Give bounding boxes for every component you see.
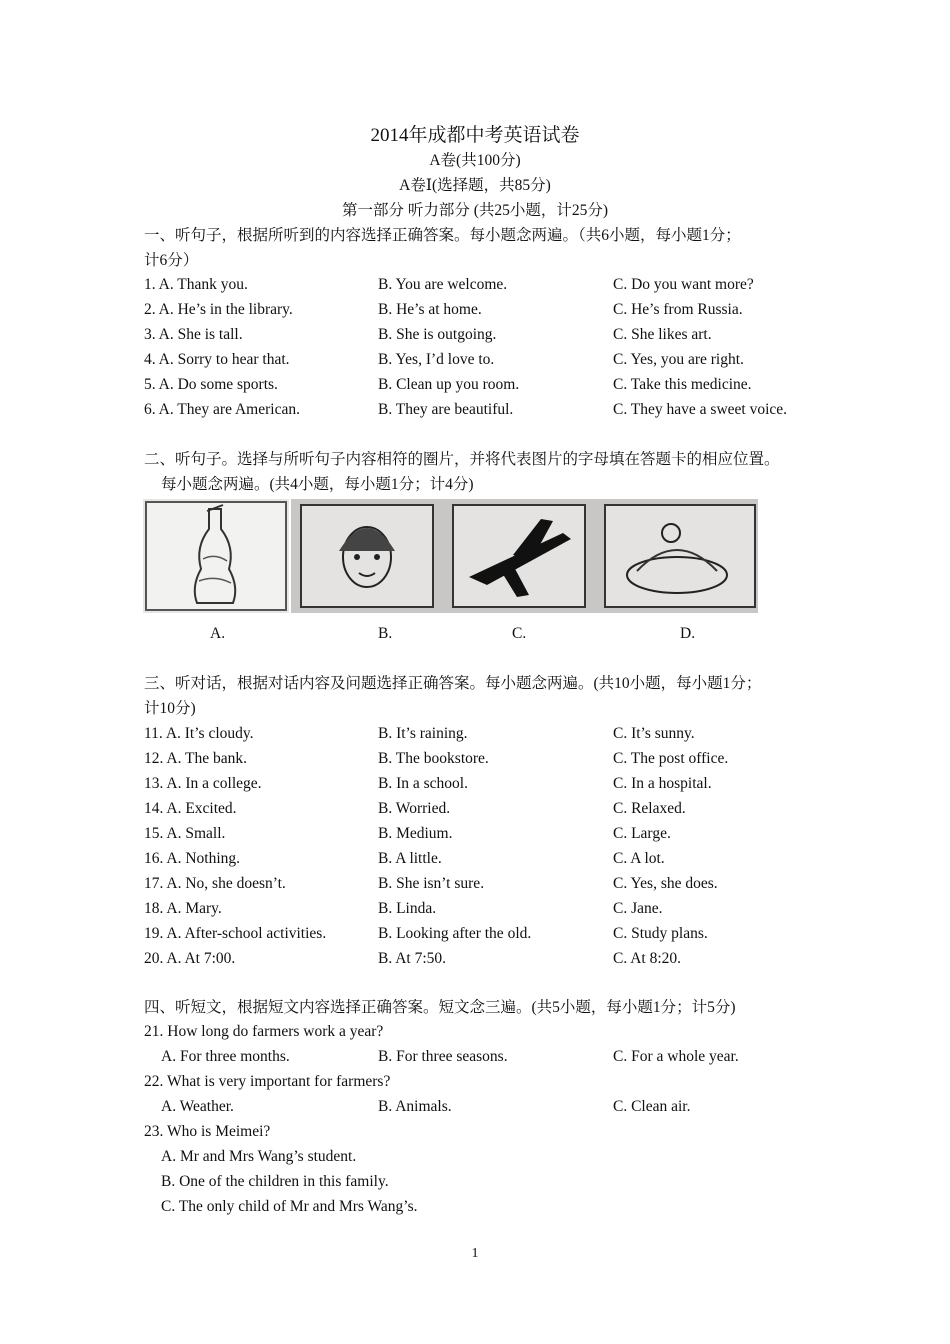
picture-letter-d: D. <box>680 625 696 642</box>
question-row <box>0 374 950 396</box>
option-c: C. Yes, she does. <box>613 875 718 892</box>
option-b: B. A little. <box>378 850 442 867</box>
question-23: 23. Who is Meimei? <box>144 1123 271 1140</box>
option-c: C. They have a sweet voice. <box>613 401 788 418</box>
paper-a-part1-subtitle: A卷Ⅰ(选择题，共85分) <box>399 177 551 194</box>
option-b: B. He’s at home. <box>378 301 482 318</box>
question-row <box>0 399 950 421</box>
option-row <box>0 1146 950 1168</box>
option-a: 12. A. The bank. <box>144 750 248 767</box>
option-c: C. Take this medicine. <box>613 376 752 393</box>
question-row <box>0 948 950 970</box>
question-row <box>0 898 950 920</box>
section4-instruction: 四、听短文，根据短文内容选择正确答案。短文念三遍。(共5小题，每小题1分；计5分) <box>144 999 736 1016</box>
question-row <box>0 748 950 770</box>
page-title: 2014年成都中考英语试卷 <box>370 125 580 146</box>
question-row <box>0 324 950 346</box>
option-a: 17. A. No, she doesn’t. <box>144 875 286 892</box>
question-stem <box>0 1071 950 1093</box>
option-b: B. The bookstore. <box>378 750 489 767</box>
option-b: B. Worried. <box>378 800 451 817</box>
option-c: C. He’s from Russia. <box>613 301 743 318</box>
question-row <box>0 349 950 371</box>
question-stem <box>0 1021 950 1043</box>
question-row <box>0 1096 950 1118</box>
option-b: B. Animals. <box>378 1098 452 1115</box>
option-b: B. At 7:50. <box>378 950 447 967</box>
option-row <box>0 1196 950 1218</box>
option-a: 5. A. Do some sports. <box>144 376 278 393</box>
option-a: 1. A. Thank you. <box>144 276 248 293</box>
option-a: A. Weather. <box>161 1098 234 1115</box>
option-a: 4. A. Sorry to hear that. <box>144 351 290 368</box>
option-a: 14. A. Excited. <box>144 800 237 817</box>
picture-letter-b: B. <box>378 625 393 642</box>
question-row <box>0 723 950 745</box>
option-a: A. For three months. <box>161 1048 290 1065</box>
option-a: 15. A. Small. <box>144 825 226 842</box>
section2-instruction-cont: 每小题念两遍。(共4小题，每小题1分；计4分) <box>161 476 474 493</box>
option-c: C. The post office. <box>613 750 729 767</box>
question-row <box>0 923 950 945</box>
page-number: 1 <box>471 1246 479 1261</box>
option-a: A. Mr and Mrs Wang’s student. <box>161 1148 357 1165</box>
question-row <box>0 773 950 795</box>
question-row <box>0 823 950 845</box>
question-row <box>0 299 950 321</box>
question-stem <box>0 1121 950 1143</box>
section1-instruction-cont: 计6分） <box>144 252 199 269</box>
option-b: B. Clean up you room. <box>378 376 520 393</box>
option-a: 6. A. They are American. <box>144 401 300 418</box>
option-b: B. Yes, I’d love to. <box>378 351 495 368</box>
option-a: 20. A. At 7:00. <box>144 950 236 967</box>
option-c: C. Large. <box>613 825 671 842</box>
listening-part-heading: 第一部分 听力部分 (共25小题，计25分) <box>341 202 609 219</box>
question-21: 21. How long do farmers work a year? <box>144 1023 384 1040</box>
option-b: B. You are welcome. <box>378 276 508 293</box>
option-a: 11. A. It’s cloudy. <box>144 725 254 742</box>
option-c: C. Yes, you are right. <box>613 351 744 368</box>
option-c: C. In a hospital. <box>613 775 712 792</box>
picture-letter-a: A. <box>210 625 226 642</box>
option-a: 18. A. Mary. <box>144 900 222 917</box>
option-c: C. It’s sunny. <box>613 725 695 742</box>
option-b: B. Looking after the old. <box>378 925 532 942</box>
option-b: B. She is outgoing. <box>378 326 497 343</box>
picture-letter-c: C. <box>512 625 527 642</box>
option-b: B. They are beautiful. <box>378 401 514 418</box>
option-a: 3. A. She is tall. <box>144 326 243 343</box>
question-row <box>0 873 950 895</box>
option-c: C. She likes art. <box>613 326 712 343</box>
option-a: 16. A. Nothing. <box>144 850 241 867</box>
option-b: B. Medium. <box>378 825 453 842</box>
option-b: B. One of the children in this family. <box>161 1173 389 1190</box>
option-c: C. At 8:20. <box>613 950 682 967</box>
picture-strip <box>143 499 758 615</box>
question-row <box>0 1046 950 1068</box>
picture-row-art <box>291 499 758 613</box>
section2-instruction: 二、听句子。选择与所听句子内容相符的圈片，并将代表图片的字母填在答题卡的相应位置。 <box>144 451 780 468</box>
section3-instruction-cont: 计10分) <box>144 700 196 717</box>
picture-row-bcd <box>291 499 758 613</box>
option-c: C. A lot. <box>613 850 665 867</box>
option-c: C. Clean air. <box>613 1098 691 1115</box>
option-c: C. For a whole year. <box>613 1048 739 1065</box>
question-row <box>0 274 950 296</box>
option-b: B. For three seasons. <box>378 1048 508 1065</box>
option-a: 19. A. After-school activities. <box>144 925 327 942</box>
option-b: B. She isn’t sure. <box>378 875 485 892</box>
paper-a-subtitle: A卷(共100分) <box>429 152 521 169</box>
option-c: C. Do you want more? <box>613 276 754 293</box>
question-22: 22. What is very important for farmers? <box>144 1073 391 1090</box>
option-c: C. Jane. <box>613 900 663 917</box>
option-row <box>0 1171 950 1193</box>
bottle-icon <box>143 499 289 613</box>
question-row <box>0 848 950 870</box>
option-a: 2. A. He’s in the library. <box>144 301 293 318</box>
option-b: B. In a school. <box>378 775 468 792</box>
option-c: C. Study plans. <box>613 925 708 942</box>
option-a: 13. A. In a college. <box>144 775 262 792</box>
section1-instruction: 一、听句子，根据所听到的内容选择正确答案。每小题念两遍。（共6小题，每小题1分； <box>144 227 741 244</box>
option-b: B. Linda. <box>378 900 437 917</box>
question-row <box>0 798 950 820</box>
option-c: C. Relaxed. <box>613 800 686 817</box>
option-b: B. It’s raining. <box>378 725 468 742</box>
option-c: C. The only child of Mr and Mrs Wang’s. <box>161 1198 418 1215</box>
bottle-picture <box>143 499 289 613</box>
section3-instruction: 三、听对话，根据对话内容及问题选择正确答案。每小题念两遍。(共10小题，每小题1分； <box>144 675 762 692</box>
